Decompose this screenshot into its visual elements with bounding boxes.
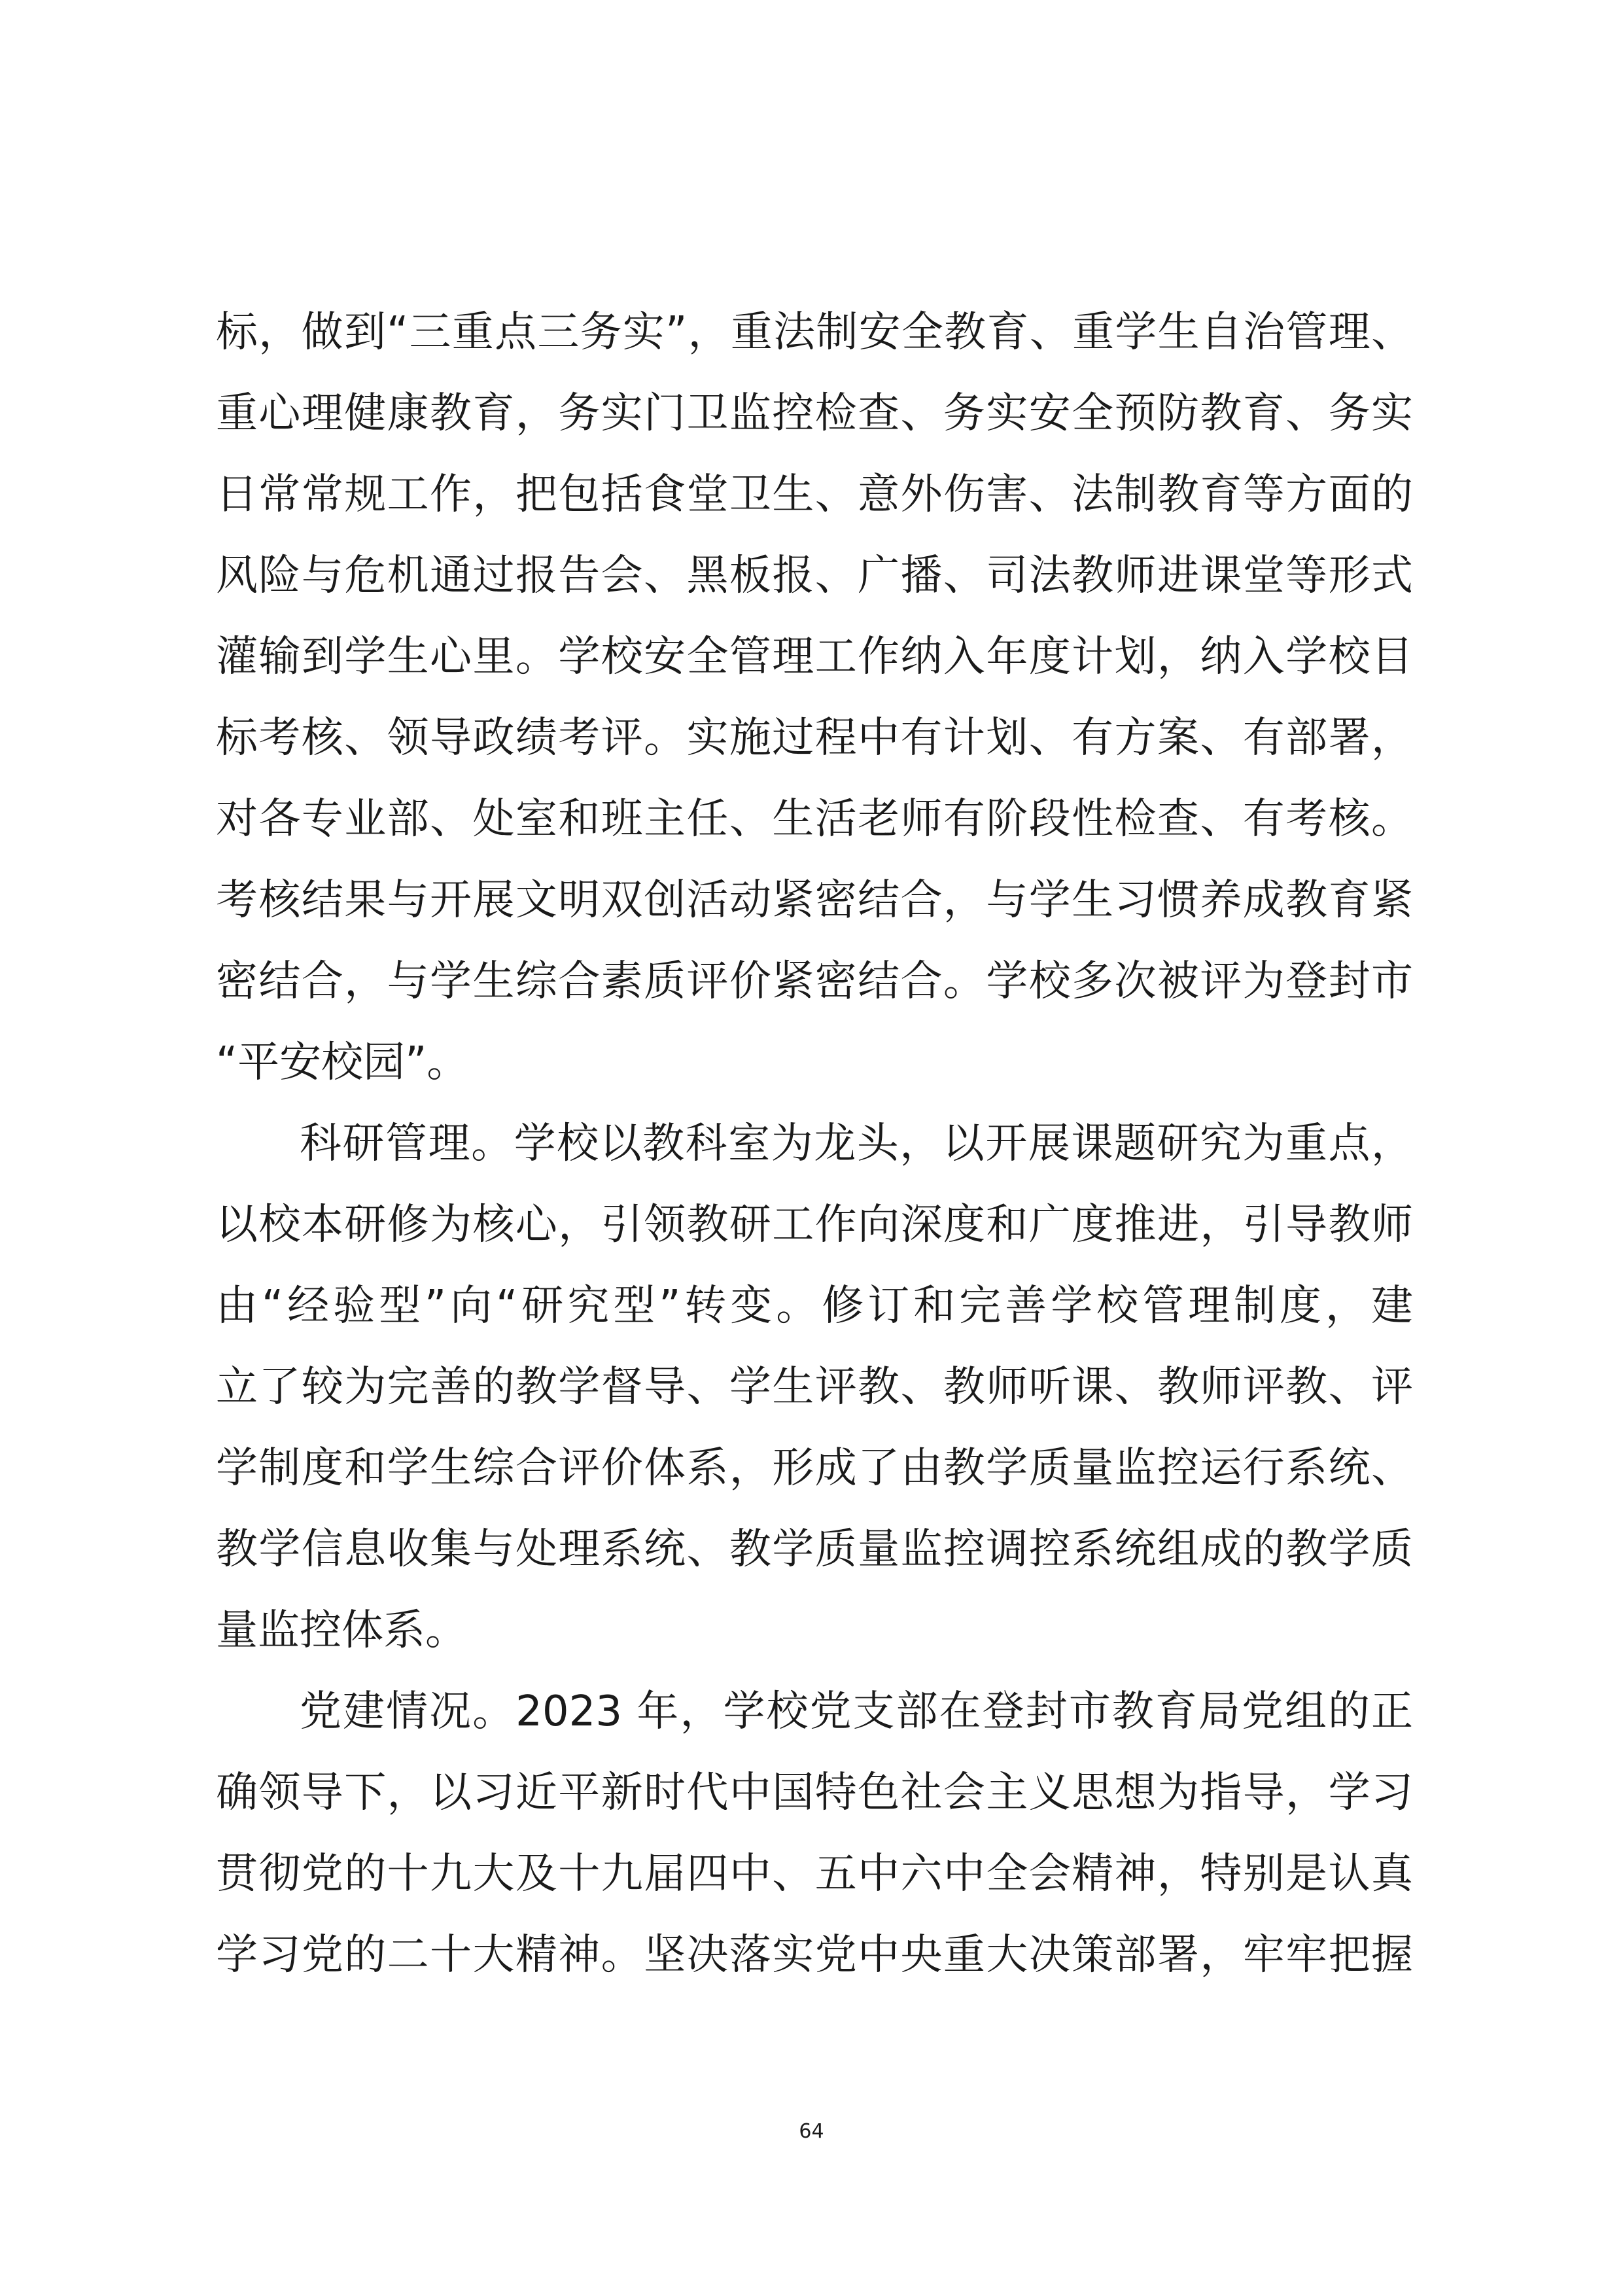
party-building-paragraph [216, 1671, 1413, 1996]
text-line: 立了较为完善的教学督导、学生评教、教师听课、教师评教、评 [216, 1363, 1413, 1411]
text-line: 标，做到“三重点三务实”，重法制安全教育、重学生自治管理、 [216, 308, 1413, 357]
text-line: “平安校园”。 [216, 1038, 469, 1087]
research-management-paragraph [216, 1103, 1413, 1671]
text-line: 风险与危机通过报告会、黑板报、广播、司法教师进课堂等形式 [216, 552, 1413, 600]
page-number: 64 [799, 2120, 824, 2143]
text-line: 贯彻党的十九大及十九届四中、五中六中全会精神，特别是认真 [216, 1850, 1413, 1898]
text-line: 教学信息收集与处理系统、教学质量监控调控系统组成的教学质 [216, 1525, 1413, 1574]
text-line: 灌输到学生心里。学校安全管理工作纳入年度计划，纳入学校目 [216, 633, 1413, 681]
text-line: 党建情况。2023 年，学校党支部在登封市教育局党组的正 [300, 1687, 1413, 1736]
text-line: 科研管理。学校以教科室为龙头，以开展课题研究为重点， [300, 1120, 1413, 1168]
text-line: 由“经验型”向“研究型”转变。修订和完善学校管理制度，建 [216, 1282, 1413, 1330]
safety-management-paragraph-tail [216, 292, 1413, 1103]
text-line: 确领导下，以习近平新时代中国特色社会主义思想为指导，学习 [216, 1769, 1413, 1817]
body-text [216, 292, 1413, 1996]
text-line: 标考核、领导政绩考评。实施过程中有计划、有方案、有部署， [216, 714, 1413, 762]
text-line: 量监控体系。 [216, 1606, 467, 1655]
text-line: 对各专业部、处室和班主任、生活老师有阶段性检查、有考核。 [216, 795, 1413, 843]
text-line: 日常常规工作，把包括食堂卫生、意外伤害、法制教育等方面的 [216, 470, 1413, 519]
text-line: 以校本研修为核心，引领教研工作向深度和广度推进，引导教师 [216, 1201, 1413, 1249]
text-line: 重心理健康教育，务实门卫监控检查、务实安全预防教育、务实 [216, 389, 1413, 438]
text-line: 学习党的二十大精神。坚决落实党中央重大决策部署，牢牢把握 [216, 1931, 1413, 1979]
text-line: 学制度和学生综合评价体系，形成了由教学质量监控运行系统、 [216, 1444, 1413, 1492]
text-line: 密结合，与学生综合素质评价紧密结合。学校多次被评为登封市 [216, 957, 1413, 1006]
text-line: 考核结果与开展文明双创活动紧密结合，与学生习惯养成教育紧 [216, 876, 1413, 925]
